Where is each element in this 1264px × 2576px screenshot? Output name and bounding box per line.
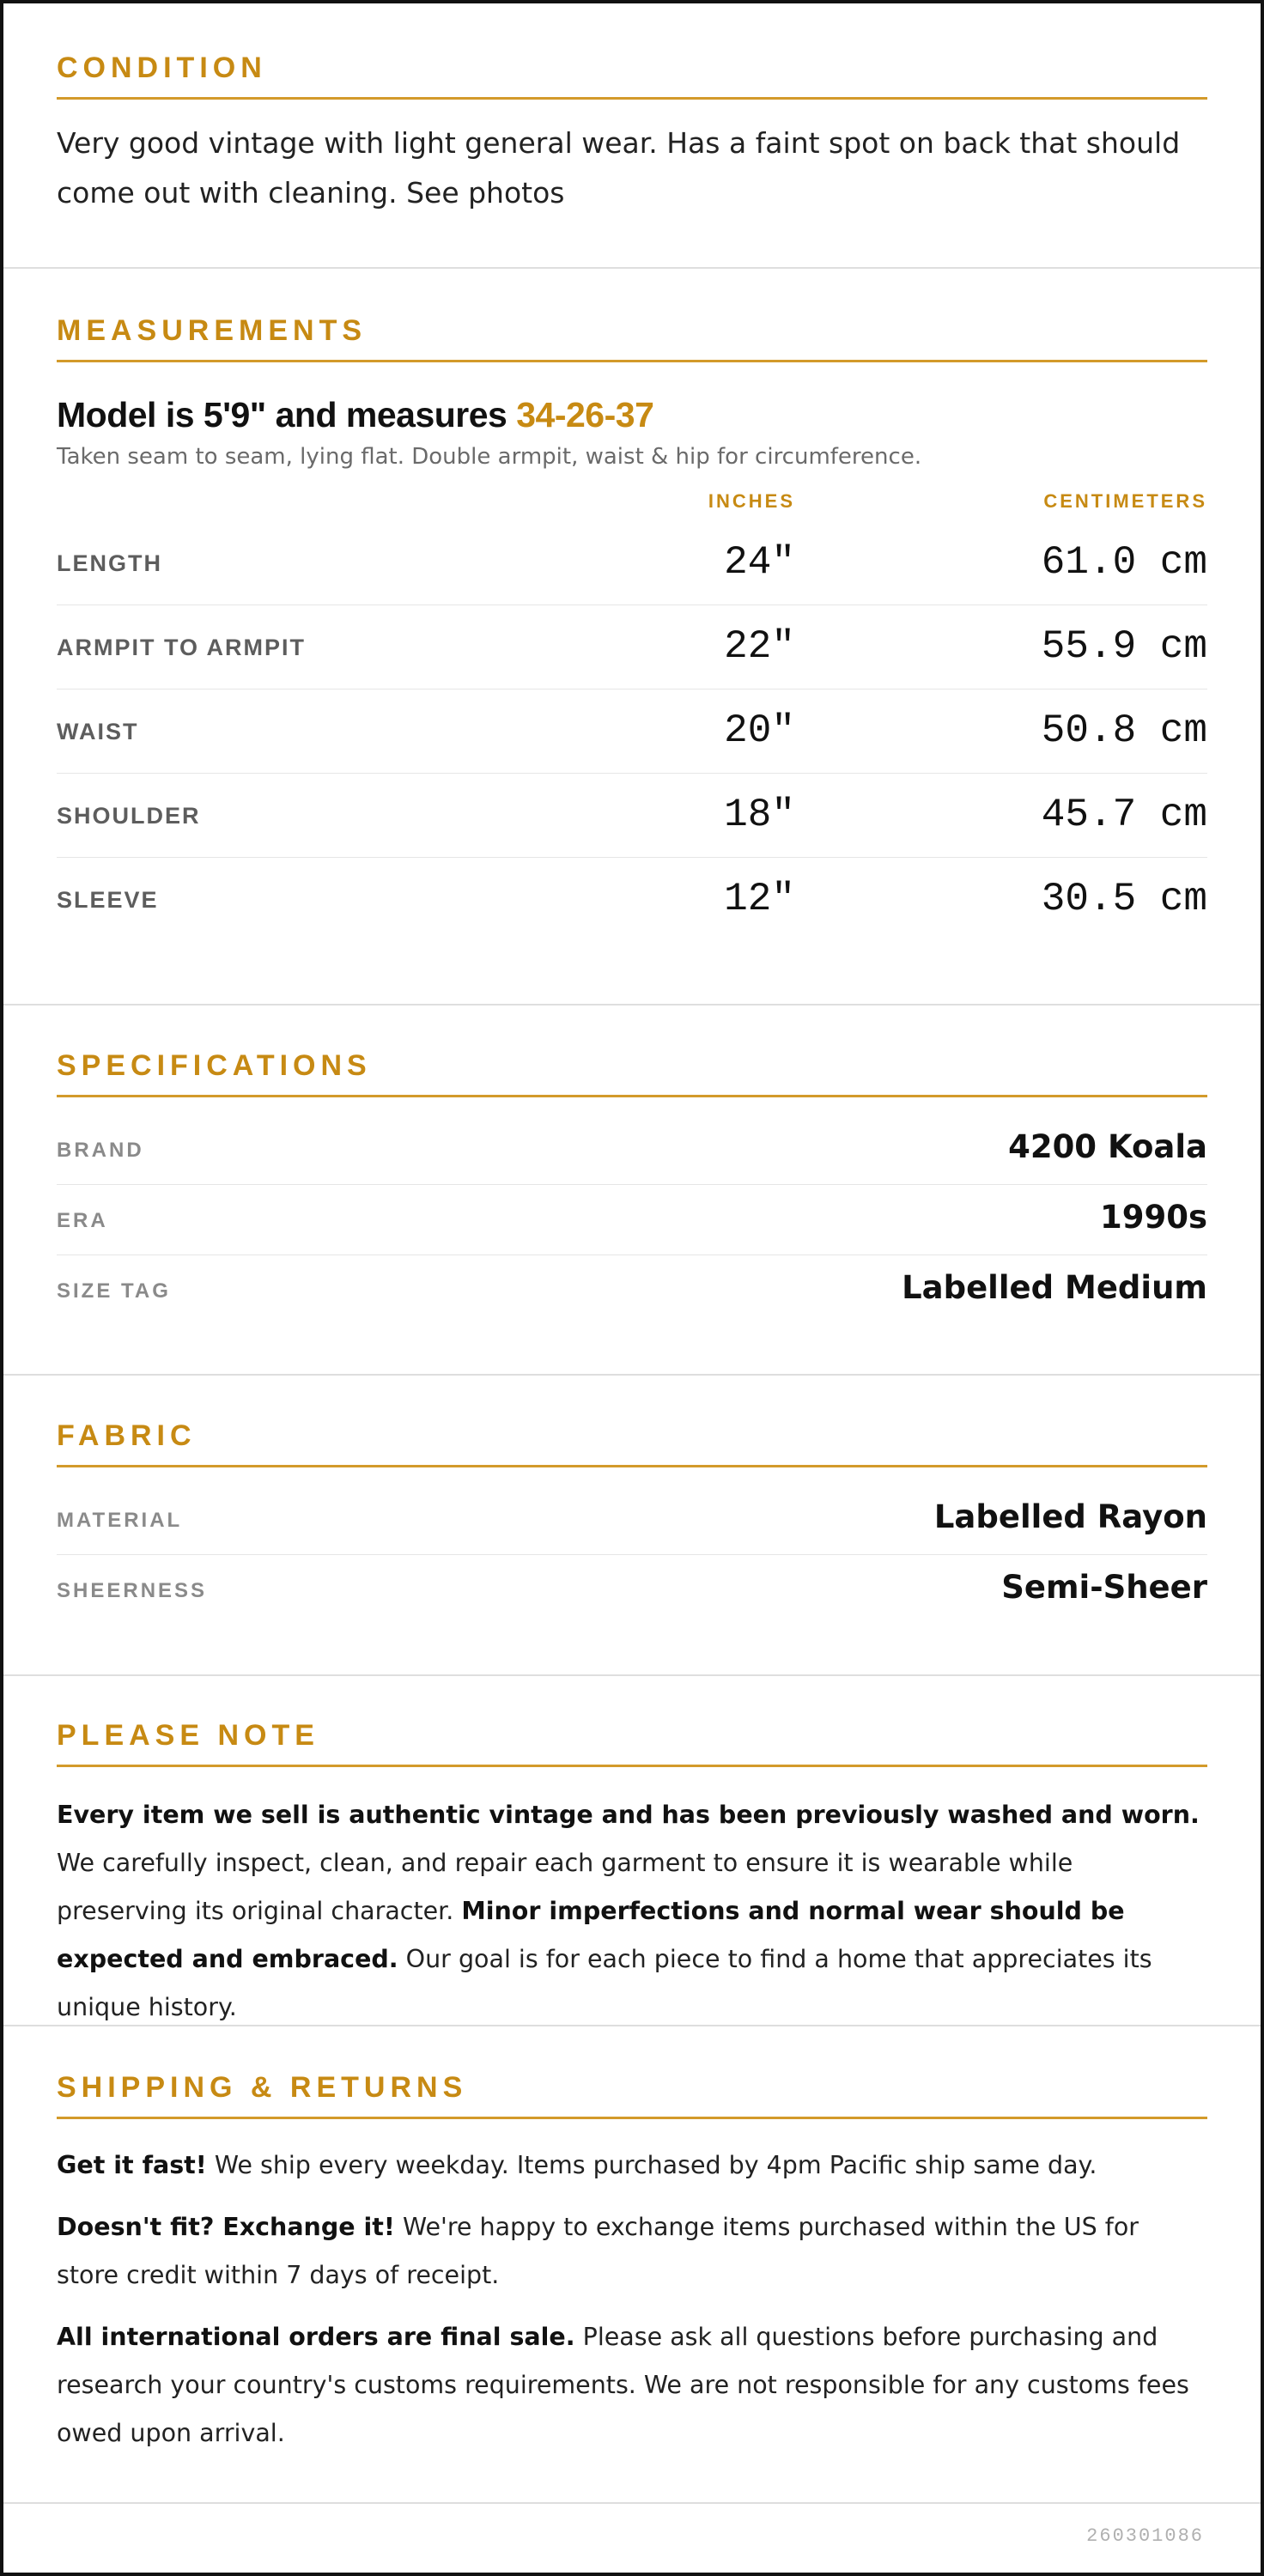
please-note-text [57, 1791, 1207, 2032]
measurement-note: Taken seam to seam, lying flat. Double armpit, waist & hip for circumference. [57, 444, 922, 470]
measurement-label: LENGTH [57, 550, 162, 576]
measurement-row-sleeve [57, 858, 1207, 941]
shipping-heading: SHIPPING & RETURNS [57, 2071, 1207, 2119]
model-prefix: Model is 5'9" and measures [57, 395, 517, 434]
model-measures-line [57, 395, 1207, 435]
international-text: Please ask all questions before purchasing and research your country's customs requirements. We are not responsible for any customs fees owed upon arrival. [57, 2323, 1189, 2447]
exchange-bold: Doesn't fit? Exchange it! [57, 2213, 395, 2241]
fabric-value: Semi-Sheer [1001, 1569, 1207, 1606]
spec-label: BRAND [57, 1139, 144, 1162]
please-note-section [3, 1676, 1261, 2026]
measurement-cm: 45.7 cm [1041, 793, 1207, 837]
shipping-returns-section [3, 2026, 1261, 2504]
specifications-section [3, 1005, 1261, 1376]
measurement-table [57, 521, 1207, 941]
exchange-paragraph [57, 2203, 1207, 2300]
specifications-list [57, 1115, 1207, 1325]
measurement-cm: 61.0 cm [1041, 540, 1207, 585]
item-id: 260301086 [1086, 2525, 1204, 2547]
specifications-heading: SPECIFICATIONS [57, 1049, 1207, 1097]
shipping-fast-text: We ship every weekday. Items purchased by 4pm Pacific ship same day. [206, 2151, 1097, 2179]
measurements-section [3, 269, 1261, 1005]
spec-label: ERA [57, 1209, 108, 1232]
condition-text: Very good vintage with light general wear. Has a faint spot on back that should come out with cleaning. See photos [57, 126, 1181, 210]
measurement-cm: 55.9 cm [1041, 624, 1207, 669]
measurement-label: SLEEVE [57, 887, 159, 913]
spec-row-era [57, 1185, 1207, 1255]
fabric-section [3, 1376, 1261, 1676]
measurement-inches: 20" [724, 708, 795, 753]
spec-row-brand [57, 1115, 1207, 1185]
measurement-inches: 12" [724, 877, 795, 921]
spec-value: 4200 Koala [1008, 1128, 1207, 1165]
measurement-row-shoulder [57, 774, 1207, 858]
model-measures-value: 34-26-37 [516, 395, 654, 434]
fabric-row-sheerness [57, 1555, 1207, 1625]
exchange-text: We're happy to exchange items purchased within the US for store credit within 7 days of receipt. [57, 2213, 1139, 2289]
spec-value: Labelled Medium [902, 1269, 1207, 1306]
fabric-row-material [57, 1485, 1207, 1555]
measurement-label: WAIST [57, 719, 139, 744]
measurement-column-headers [57, 470, 1207, 521]
shipping-fast-bold: Get it fast! [57, 2151, 207, 2179]
note-emphasis-imperfections: Minor imperfections and normal wear should be expected and embraced. [57, 1897, 1125, 1973]
international-bold: All international orders are final sale. [57, 2323, 575, 2351]
fabric-label: SHEERNESS [57, 1579, 208, 1602]
measurement-cm: 30.5 cm [1041, 877, 1207, 921]
measurement-label: ARMPIT TO ARMPIT [57, 635, 306, 660]
spec-label: SIZE TAG [57, 1279, 171, 1303]
measurement-inches: 24" [724, 540, 795, 585]
measurement-label: SHOULDER [57, 803, 201, 829]
condition-section [3, 3, 1261, 269]
measurement-inches: 22" [724, 624, 795, 669]
measurement-row-length [57, 521, 1207, 605]
measurement-cm: 50.8 cm [1041, 708, 1207, 753]
centimeters-column-header: CENTIMETERS [1043, 490, 1207, 512]
fabric-value: Labelled Rayon [933, 1498, 1207, 1535]
measurement-row-armpit [57, 605, 1207, 690]
please-note-heading: PLEASE NOTE [57, 1719, 1207, 1767]
note-text-goal: Our goal is for each piece to find a home that appreciates its unique history. [57, 1945, 1152, 2021]
shipping-fast-paragraph [57, 2142, 1207, 2190]
international-paragraph [57, 2313, 1207, 2458]
fabric-heading: FABRIC [57, 1419, 1207, 1467]
measurements-heading: MEASUREMENTS [57, 314, 1207, 362]
fabric-list [57, 1485, 1207, 1625]
fabric-label: MATERIAL [57, 1509, 183, 1532]
measurement-inches: 18" [724, 793, 795, 837]
note-text-inspect: We carefully inspect, clean, and repair each garment to ensure it is wearable while preserving its original character. [57, 1849, 1073, 1925]
inches-column-header: INCHES [708, 490, 795, 512]
spec-value: 1990s [1099, 1199, 1207, 1236]
note-emphasis-authentic: Every item we sell is authentic vintage and has been previously washed and worn. [57, 1801, 1200, 1829]
measurement-row-waist [57, 690, 1207, 774]
spec-row-size-tag [57, 1255, 1207, 1325]
condition-heading: CONDITION [57, 52, 1207, 100]
